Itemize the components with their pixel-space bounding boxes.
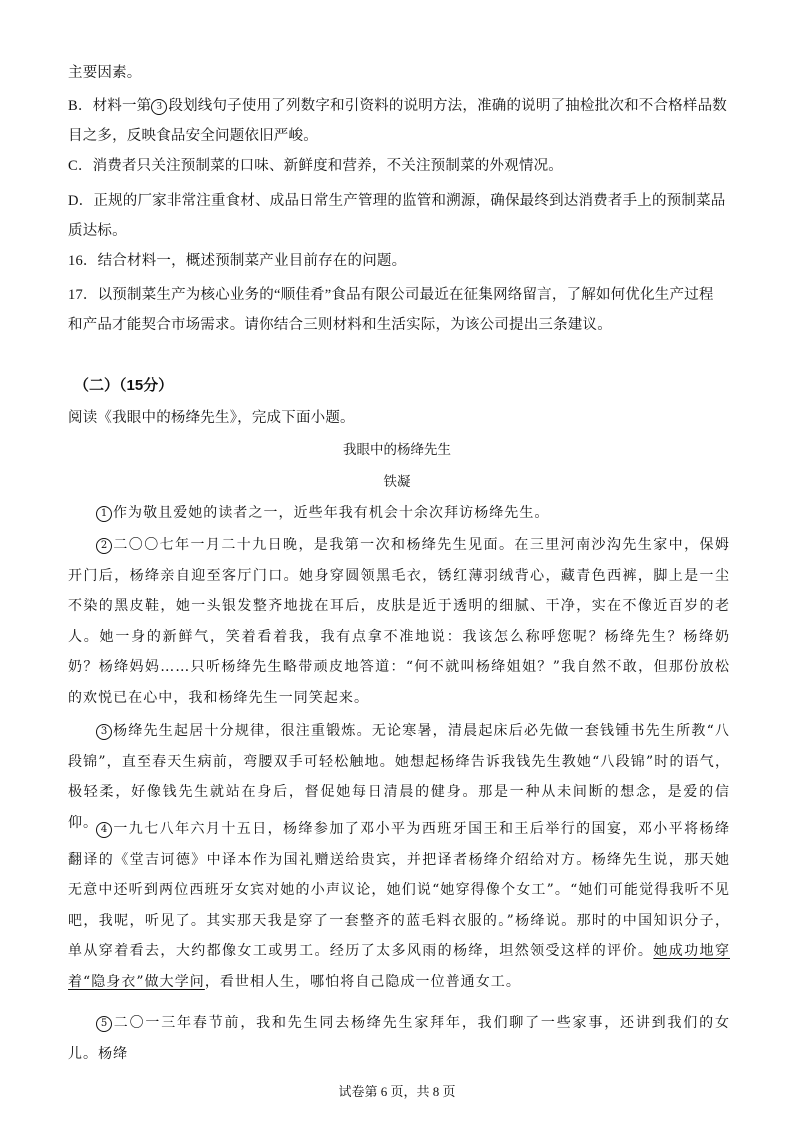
paragraph-text: 杨绛先生起居十分规律，很注重锻炼。无论寒暑，清晨起床后必先做一套钱锺书先生所教“八段锦”，直至春天生病前，弯腰双手可轻松触地。她想起杨绛告诉我钱先生教她“八段锦”时的语气，极轻柔，好像钱先生就站在身后，督促她每日清晨的健身。那是一种从未间断的想念，是爱的信仰。 — [68, 723, 730, 831]
paragraph-text: 二〇〇七年一月二十九日晚，是我第一次和杨绛先生见面。在三里河南沙沟先生家中，保姆开门后，杨绛亲自迎至客厅门口。她身穿圆领黑毛衣，锈红薄羽绒背心，藏青色西裤，脚上是一尘不染的黑皮鞋，她一头银发整齐地拢在耳后，皮肤是近于透明的细腻、干净，实在不像近百岁的老人。她一身的新鲜气，笑着看着我，我有点拿不准地说：我该怎么称呼您呢？杨绛先生？杨绛奶奶？杨绛妈妈……只听杨绛先生略带顽皮地答道：“何不就叫杨绛姐姐？”我自然不敢，但那份放松的欢悦已在心中，我和杨绛先生一同笑起来。 — [68, 537, 730, 706]
option-a-continuation: 主要因素。 — [68, 65, 142, 81]
article-title: 我眼中的杨绛先生 — [343, 442, 451, 458]
circled-number: 5 — [96, 1016, 112, 1032]
paragraph-4 — [68, 814, 730, 998]
section-heading: （二）（15分） — [74, 377, 174, 394]
paragraph-2 — [68, 530, 730, 714]
option-c: C．消费者只关注预制菜的口味、新鲜度和营养，不关注预制菜的外观情况。 — [68, 158, 563, 174]
circled-number: 2 — [96, 538, 112, 554]
underlined-sentence: 她成功地穿着“隐身衣”做大学问 — [68, 943, 730, 990]
reading-instruction: 阅读《我眼中的杨绛先生》，完成下面小题。 — [68, 410, 355, 426]
paragraph-text: 一九七八年六月十五日，杨绛参加了邓小平为西班牙国王和王后举行的国宴，邓小平将杨绛翻译的《堂吉诃德》中译本作为国礼赠送给贵宾，并把译者杨绛介绍给对方。杨绛先生说，那天她无意中还听到两位西班牙女宾对她的小声议论，她们说“她穿得像个女工”。“她们可能觉得我听不见吧，我呢，听见了。其实那天我是穿了一套整齐的蓝毛料衣服的。”杨绛说。那时的中国知识分子，单从穿着看去，大约都像女工或男工。经历了太多风雨的杨绛，坦然领受这样的评价。 — [68, 821, 730, 960]
circled-number: 3 — [96, 724, 112, 740]
option-b-prefix: B．材料一第 — [68, 98, 152, 114]
question-17: 17．以预制菜生产为核心业务的“顺佳肴”食品有限公司最近在征集网络留言，了解如何优化生产过程和产品才能契合市场需求。请你结合三则材料和生活实际，为该公司提出三条建议。 — [68, 287, 714, 333]
option-b-text: 段划线句子使用了列数字和引资料的说明方法，准确的说明了抽检批次和不合格样品数目之多，反映食品安全问题依旧严峻。 — [68, 98, 727, 144]
page-footer: 试卷第 6 页，共 8 页 — [338, 1084, 456, 1099]
circled-number: 4 — [96, 822, 112, 838]
option-b — [68, 91, 728, 151]
paragraph-text: 二〇一三年春节前，我和先生同去杨绛先生家拜年，我们聊了一些家事，还讲到我们的女儿。杨绛 — [68, 1015, 730, 1062]
paragraph-text: 作为敬且爱她的读者之一，近些年我有机会十余次拜访杨绛先生。 — [113, 505, 550, 521]
circled-number: 1 — [96, 506, 112, 522]
question-16: 16．结合材料一，概述预制菜产业目前存在的问题。 — [68, 253, 407, 269]
circled-number: 3 — [151, 99, 167, 115]
paragraph-5 — [68, 1008, 730, 1069]
option-d: D．正规的厂家非常注重食材、成品日常生产管理的监管和溯源，确保最终到达消费者手上的预制菜品质达标。 — [68, 193, 726, 239]
paragraph-text-end: ，看世相人生，哪怕将自己隐成一位普通女工。 — [204, 973, 521, 990]
article-author: 铁凝 — [383, 474, 411, 490]
paragraph-1 — [68, 498, 730, 529]
